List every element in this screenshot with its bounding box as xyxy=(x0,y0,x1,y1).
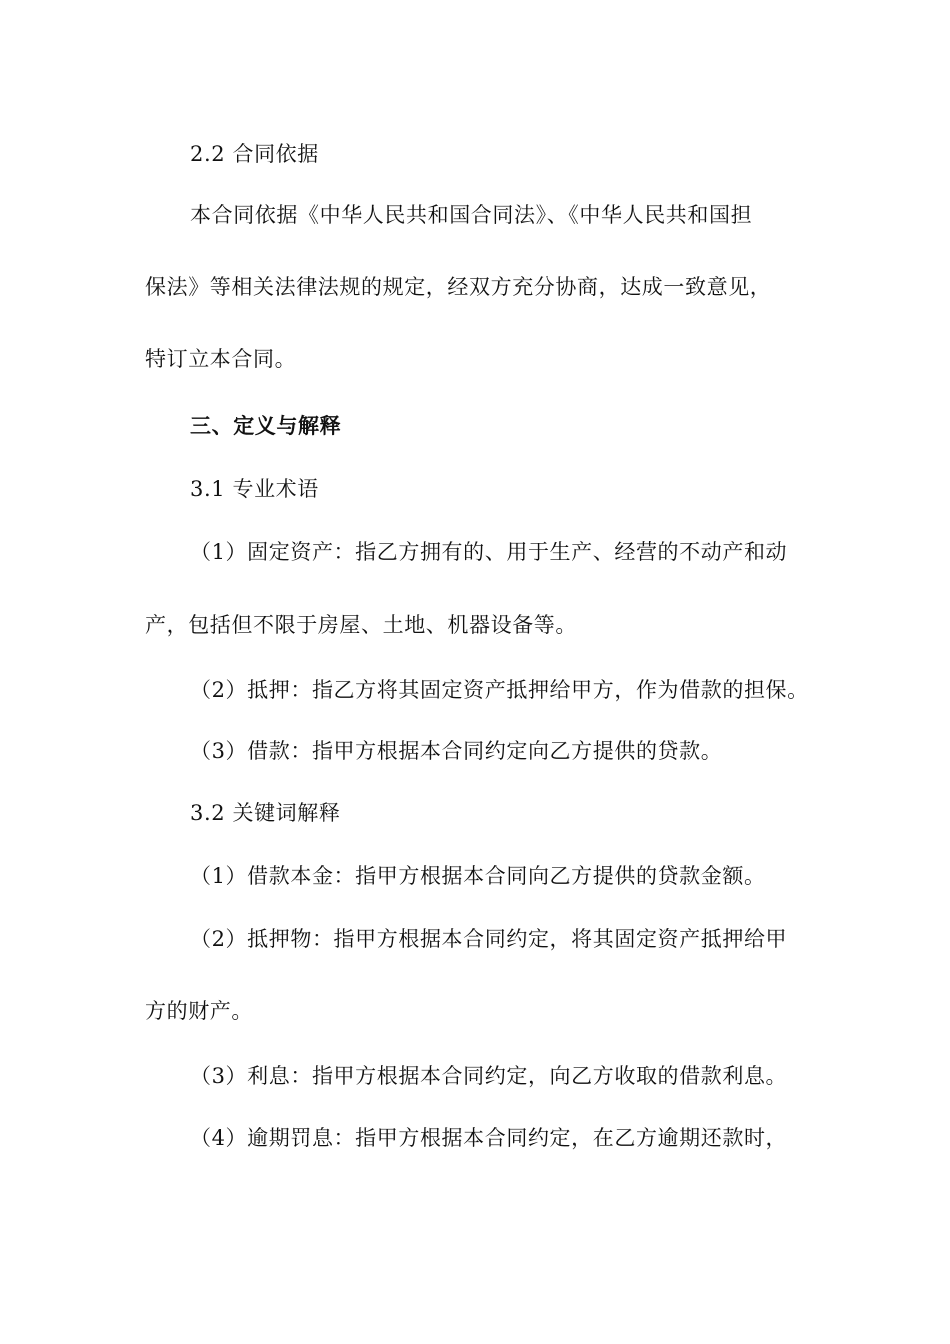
section-2-2-title: 2.2 合同依据 xyxy=(190,142,319,166)
paragraph-line: 特订立本合同。 xyxy=(145,347,297,371)
term-1-line: 产，包括但不限于房屋、土地、机器设备等。 xyxy=(145,613,577,637)
keyword-2-line: （2）抵押物：指甲方根据本合同约定，将其固定资产抵押给甲 xyxy=(190,927,788,951)
term-2-line: （2）抵押：指乙方将其固定资产抵押给甲方，作为借款的担保。 xyxy=(190,678,809,702)
keyword-3-line: （3）利息：指甲方根据本合同约定，向乙方收取的借款利息。 xyxy=(190,1064,788,1088)
term-3-line: （3）借款：指甲方根据本合同约定向乙方提供的贷款。 xyxy=(190,739,723,763)
keyword-1-line: （1）借款本金：指甲方根据本合同向乙方提供的贷款金额。 xyxy=(190,864,766,888)
section-3-2-title: 3.2 关键词解释 xyxy=(190,801,341,825)
paragraph-line: 保法》等相关法律法规的规定，经双方充分协商，达成一致意见， xyxy=(145,275,772,299)
term-1-line: （1）固定资产：指乙方拥有的、用于生产、经营的不动产和动 xyxy=(190,540,788,564)
chapter-3-title: 三、定义与解释 xyxy=(190,413,342,438)
paragraph-line: 本合同依据《中华人民共和国合同法》、《中华人民共和国担 xyxy=(190,203,753,227)
section-3-1-title: 3.1 专业术语 xyxy=(190,477,319,501)
keyword-2-line: 方的财产。 xyxy=(145,999,253,1023)
keyword-4-line: （4）逾期罚息：指甲方根据本合同约定，在乙方逾期还款时， xyxy=(190,1126,788,1150)
